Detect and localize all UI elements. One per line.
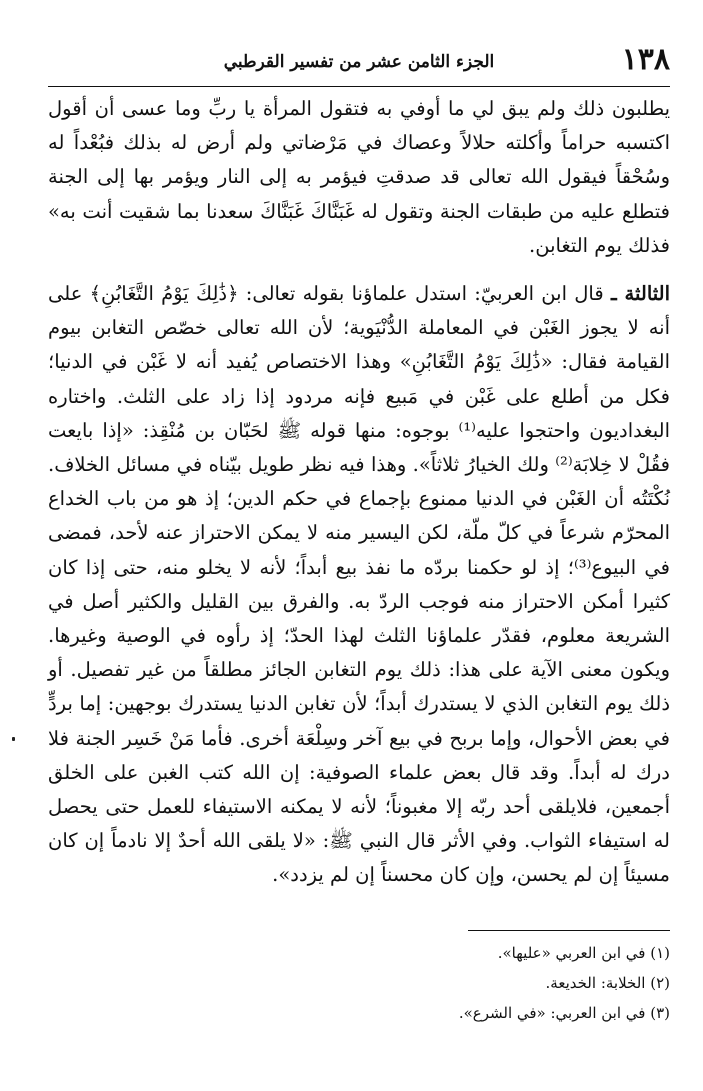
paragraph [48,277,670,893]
section-lead: الثالثة ـ [610,282,671,306]
page-number: ١٣٨ [621,42,670,77]
footnote: (٣) في ابن العربي: «في الشرع». [458,1004,670,1022]
footnotes [48,938,670,1028]
header-rule [48,86,670,87]
running-title: الجزء الثامن عشر من تفسير القرطبي [223,52,495,72]
margin-mark [12,737,15,741]
page-header [48,38,670,86]
footnote-rule [468,930,670,931]
footnote: (٢) الخلابة: الخديعة. [545,974,670,992]
paragraph-text: يطلبون ذلك ولم يبق لي ما أوفي به فتقول المرأة يا ربِّ وما عسى أن أقول اكتسبه حراماً وأكلته حلالاً وعصاك في مَرْضاتي ولم أرض له بذلك فبُعْداً له وسُحْقاً فيقول الله تعالى قد صدقتِ فيؤمر به إلى النار ويؤمر بها إلى الجنة فتطلع عليه من طبقات الجنة وتقول له غَبَنَّاكَ غَبَنَّاكَ سعدنا بما شقيت أنت به» فذلك يوم التغابن. [48,97,670,257]
footnote: (١) في ابن العربي «عليها». [497,944,670,962]
paragraph [48,92,670,263]
main-text [48,92,670,893]
paragraph-text: قال ابن العربيّ: استدل علماؤنا بقوله تعالى: ﴿ذَٰلِكَ يَوْمُ التَّغَابُنِ﴾ على أنه لا يجوز الغَبْن في المعاملة الدُّنْيَوية؛ لأن الله تعالى خصّص التغابن بيوم القيامة فقال: «ذَٰلِكَ يَوْمُ التَّغَابُنِ» وهذا الاختصاص يُفيد أنه لا غَبْن في الدنيا؛ فكل من أطلع على غَبْن في مَبيع فإنه مردود إذا زاد على الثلث. واختاره البغداديون واحتجوا عليه⁽¹⁾ بوجوه: منها قوله ﷺ لحَبّان بن مُنْقِذ: «إذا بايعت فقُلْ لا خِلابَة⁽²⁾ ولك الخيارُ ثلاثاً». وهذا فيه نظر طويل بيّناه في مسائل الخلاف. نُكْتَتُه أن الغَبْن في الدنيا ممنوع بإجماع في حكم الدين؛ إذ هو من باب الخداع المحرّم شرعاً في كلّ ملّة، لكن اليسير منه لا يمكن الاحتراز عنه لأحد، فمضى في البيوع⁽³⁾؛ إذ لو حكمنا بردّه ما نفذ بيع أبداً؛ لأنه لا يخلو منه، حتى إذا كان كثيرا أمكن الاحتراز منه فوجب الردّ به. والفرق بين القليل والكثير أصل في الشريعة معلوم، فقدّر علماؤنا الثلث لهذا الحدّ؛ إذ رأوه في الوصية وغيرها. ويكون معنى الآية على هذا: ذلك يوم التغابن الجائز مطلقاً من غير تفصيل. أو ذلك يوم التغابن الذي لا يستدرك أبداً؛ لأن تغابن الدنيا يستدرك بوجهين: إما بردٍّ في بعض الأحوال، وإما بربح في بيع آخر وسِلْعَة أخرى. فأما مَنْ خَسِر الجنة فلا درك له أبداً. وقد قال بعض علماء الصوفية: إن الله كتب الغبن على الخلق أجمعين، فلايلقى أحد ربّه إلا مغبوناً؛ لأنه لا يمكنه الاستيفاء للعمل حتى يحصل له استيفاء الثواب. وفي الأثر قال النبي ﷺ: «لا يلقى الله أحدٌ إلا نادماً إن كان مسيئاً إن لم يحسن، وإن كان محسناً إن لم يزدد». [48,282,671,887]
